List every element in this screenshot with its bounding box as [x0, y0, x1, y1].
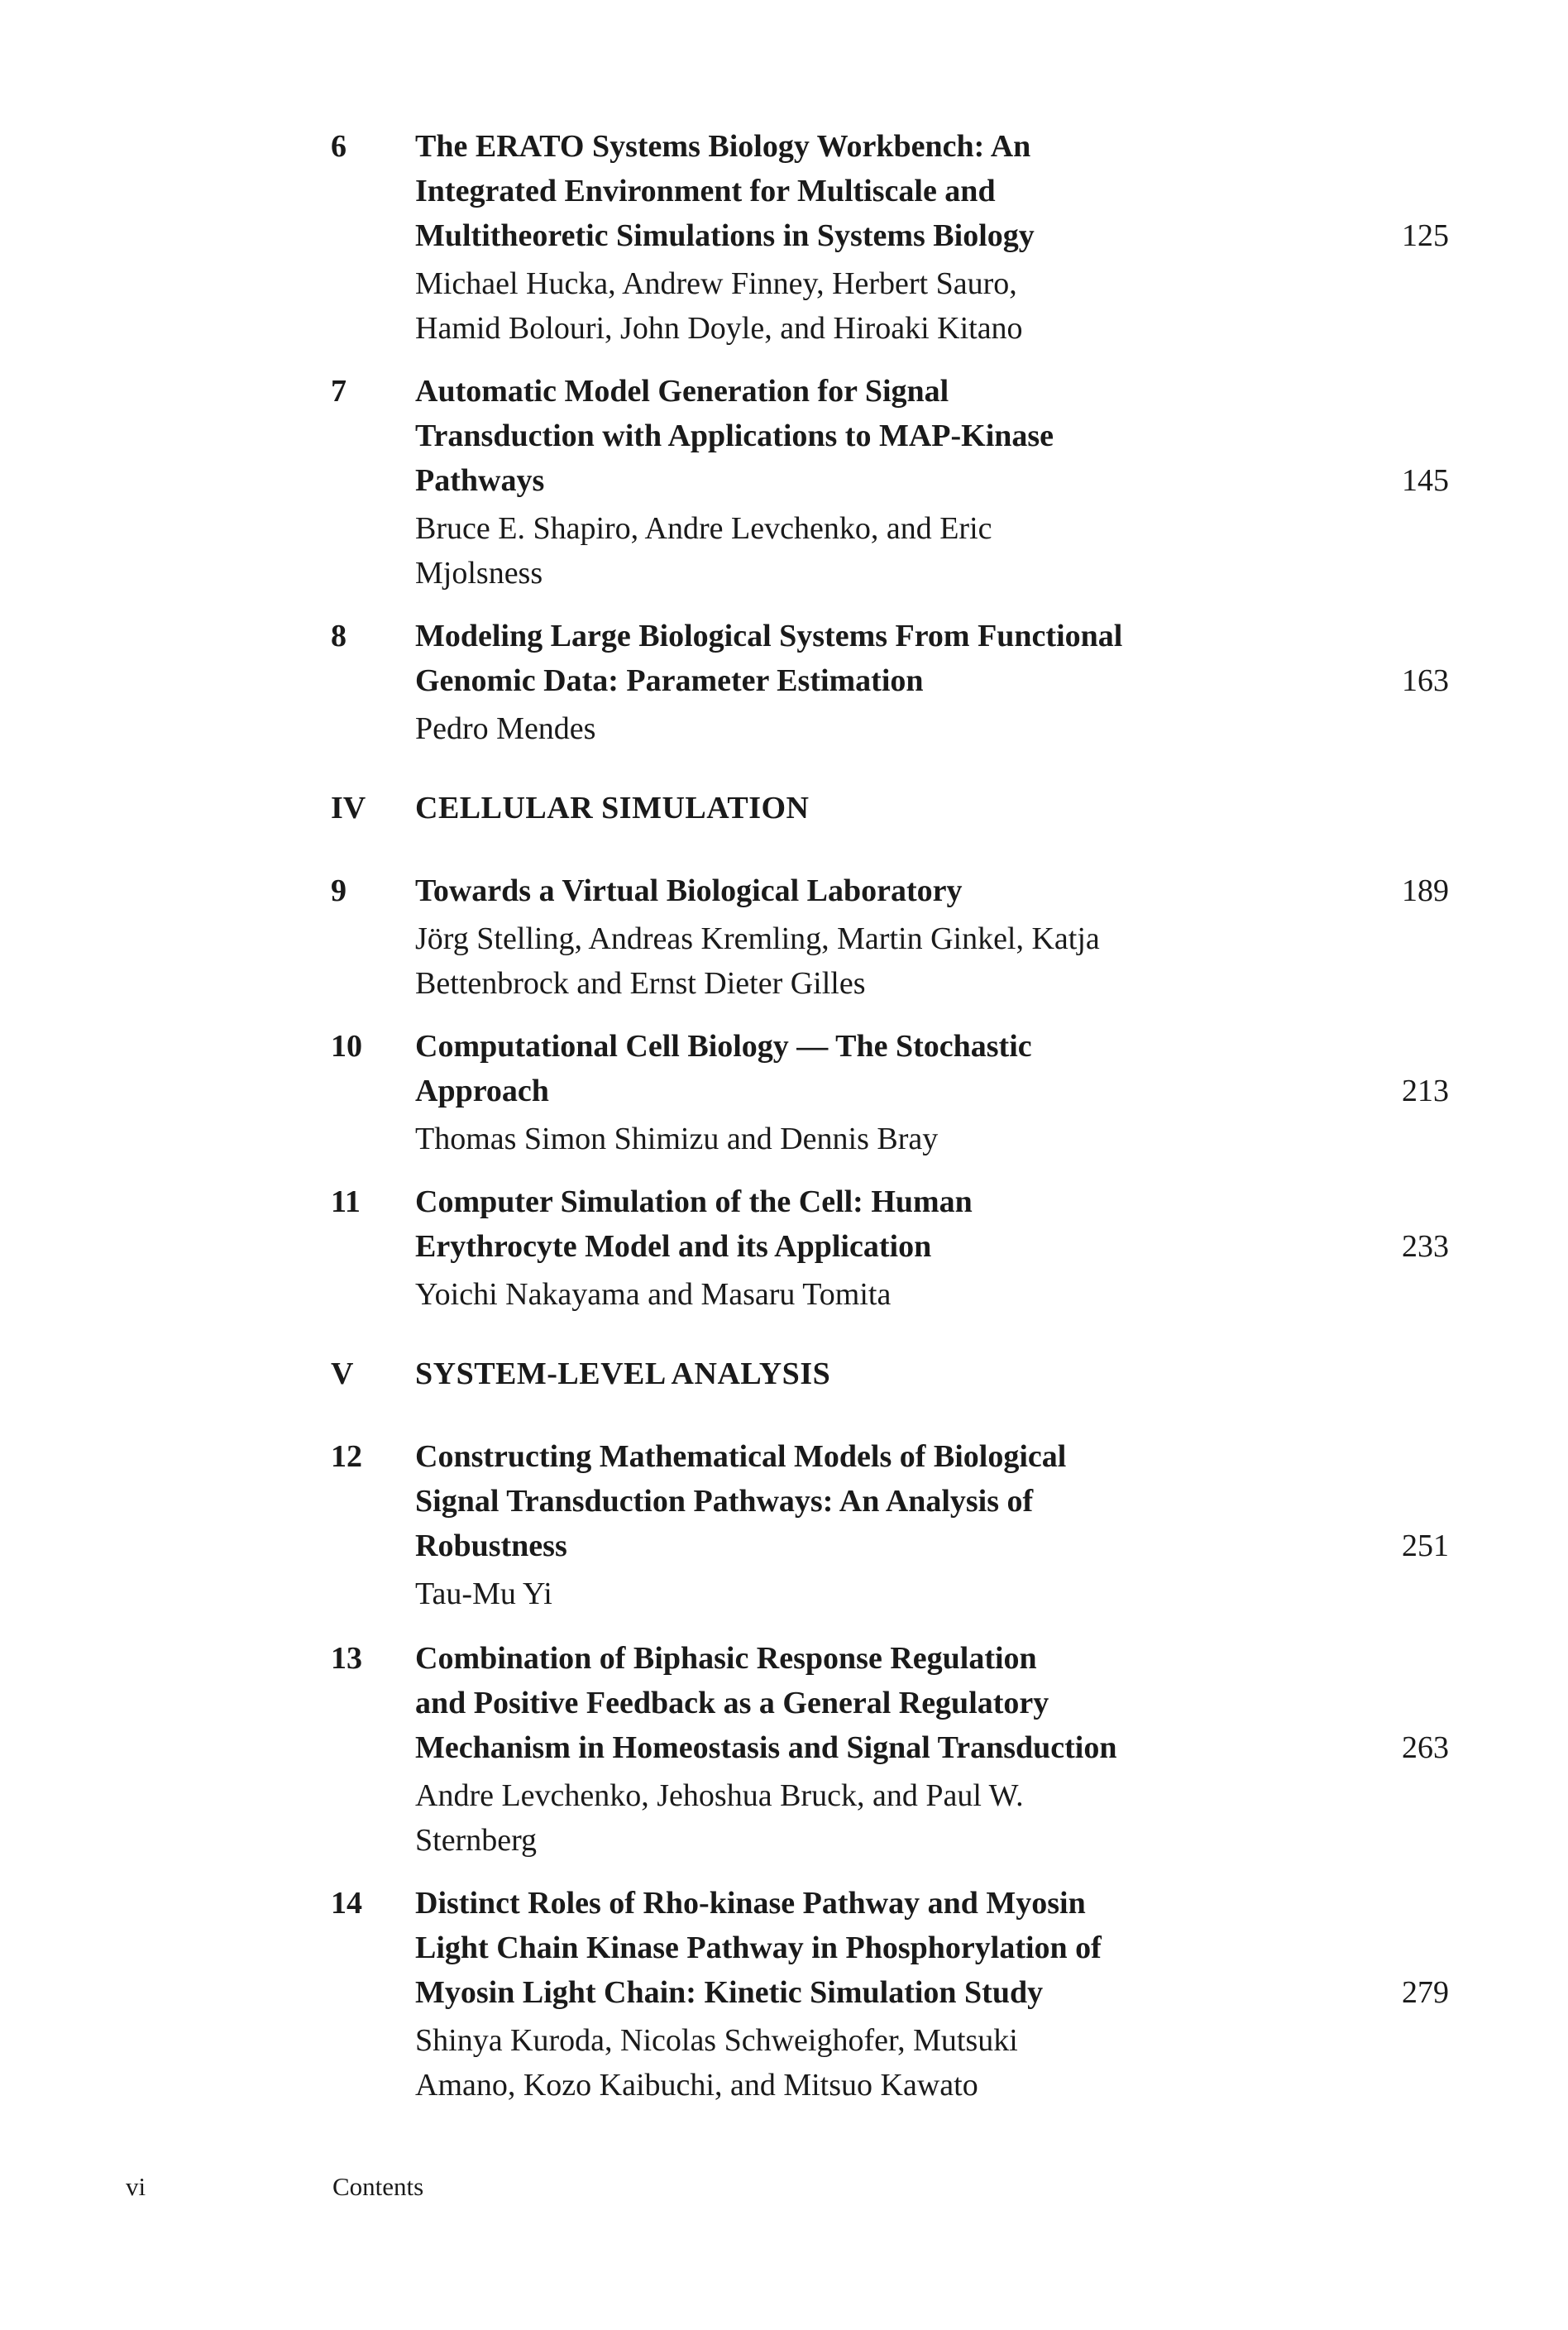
- title-line: CELLULAR SIMULATION: [415, 791, 810, 825]
- author-line: Yoichi Nakayama and Masaru Tomita: [415, 1277, 892, 1312]
- part-title: [415, 786, 1275, 830]
- part-number: IV: [331, 791, 366, 825]
- title-line: Robustness: [415, 1529, 567, 1563]
- page-number: 125: [1402, 218, 1449, 253]
- chapter-authors: [415, 1117, 1275, 1161]
- chapter-title: [415, 868, 1275, 913]
- title-line: Integrated Environment for Multiscale and: [415, 174, 996, 208]
- page-number: 145: [1402, 463, 1449, 498]
- chapter-authors: [415, 2018, 1275, 2108]
- chapter-title: [415, 1024, 1275, 1113]
- author-line: Thomas Simon Shimizu and Dennis Bray: [415, 1122, 939, 1156]
- title-line: Signal Transduction Pathways: An Analysis of: [415, 1484, 1034, 1519]
- author-line: Mjolsness: [415, 556, 543, 591]
- author-line: Tau-Mu Yi: [415, 1576, 552, 1611]
- part-title: [415, 1352, 1275, 1396]
- author-line: Hamid Bolouri, John Doyle, and Hiroaki Kitano: [415, 311, 1023, 346]
- page-number: 163: [1402, 663, 1449, 698]
- author-line: Sternberg: [415, 1823, 538, 1858]
- chapter-title: [415, 1636, 1275, 1770]
- chapter-title: [415, 1179, 1275, 1269]
- author-line: Pedro Mendes: [415, 711, 596, 746]
- chapter-number: 7: [331, 374, 347, 409]
- title-line: Computer Simulation of the Cell: Human: [415, 1184, 973, 1219]
- author-line: Bruce E. Shapiro, Andre Levchenko, and Eric: [415, 511, 992, 546]
- page-number: 251: [1402, 1529, 1449, 1563]
- chapter-authors: [415, 706, 1275, 751]
- title-line: Transduction with Applications to MAP-Kinase: [415, 419, 1054, 453]
- title-line: The ERATO Systems Biology Workbench: An: [415, 129, 1031, 164]
- chapter-title: [415, 124, 1275, 258]
- author-line: Shinya Kuroda, Nicolas Schweighofer, Mutsuki: [415, 2023, 1018, 2058]
- title-line: Towards a Virtual Biological Laboratory: [415, 873, 963, 908]
- title-line: Pathways: [415, 463, 545, 498]
- chapter-number: 13: [331, 1641, 362, 1676]
- chapter-title: [415, 369, 1275, 503]
- title-line: Automatic Model Generation for Signal: [415, 374, 949, 409]
- chapter-authors: [415, 1773, 1275, 1863]
- author-line: Bettenbrock and Ernst Dieter Gilles: [415, 966, 866, 1001]
- page-number: 213: [1402, 1074, 1449, 1108]
- chapter-number: 6: [331, 129, 347, 164]
- title-line: Constructing Mathematical Models of Biological: [415, 1439, 1067, 1474]
- chapter-number: 14: [331, 1886, 362, 1921]
- chapter-authors: [415, 261, 1275, 351]
- chapter-authors: [415, 506, 1275, 596]
- title-line: Multitheoretic Simulations in Systems Biology: [415, 218, 1035, 253]
- title-line: and Positive Feedback as a General Regulatory: [415, 1686, 1049, 1720]
- title-line: Genomic Data: Parameter Estimation: [415, 663, 924, 698]
- title-line: Mechanism in Homeostasis and Signal Transduction: [415, 1730, 1117, 1765]
- chapter-number: 11: [331, 1184, 361, 1219]
- title-line: Erythrocyte Model and its Application: [415, 1229, 932, 1264]
- title-line: Distinct Roles of Rho-kinase Pathway and Myosin: [415, 1886, 1086, 1921]
- author-line: Andre Levchenko, Jehoshua Bruck, and Paul W.: [415, 1778, 1024, 1813]
- chapter-title: [415, 614, 1275, 703]
- footer-page-number: vi: [126, 2172, 146, 2201]
- title-line: Myosin Light Chain: Kinetic Simulation Study: [415, 1975, 1044, 2010]
- title-line: Modeling Large Biological Systems From Functional: [415, 619, 1123, 653]
- title-line: Computational Cell Biology — The Stochastic: [415, 1029, 1032, 1064]
- title-line: SYSTEM-LEVEL ANALYSIS: [415, 1356, 831, 1391]
- chapter-number: 10: [331, 1029, 362, 1064]
- chapter-authors: [415, 916, 1275, 1006]
- footer-section-title: Contents: [332, 2172, 424, 2201]
- author-line: Amano, Kozo Kaibuchi, and Mitsuo Kawato: [415, 2068, 978, 2103]
- chapter-number: 8: [331, 619, 347, 653]
- chapter-title: [415, 1881, 1275, 2015]
- chapter-number: 12: [331, 1439, 362, 1474]
- title-line: Approach: [415, 1074, 549, 1108]
- page-number: 189: [1402, 873, 1449, 908]
- author-line: Jörg Stelling, Andreas Kremling, Martin Ginkel, Katja: [415, 921, 1100, 956]
- title-line: Light Chain Kinase Pathway in Phosphorylation of: [415, 1931, 1102, 1965]
- page-number: 233: [1402, 1229, 1449, 1264]
- author-line: Michael Hucka, Andrew Finney, Herbert Sauro,: [415, 266, 1017, 301]
- chapter-number: 9: [331, 873, 347, 908]
- chapter-title: [415, 1434, 1275, 1568]
- chapter-authors: [415, 1272, 1275, 1317]
- chapter-authors: [415, 1572, 1275, 1616]
- title-line: Combination of Biphasic Response Regulation: [415, 1641, 1037, 1676]
- page-number: 263: [1402, 1730, 1449, 1765]
- part-number: V: [331, 1356, 354, 1391]
- page-number: 279: [1402, 1975, 1449, 2010]
